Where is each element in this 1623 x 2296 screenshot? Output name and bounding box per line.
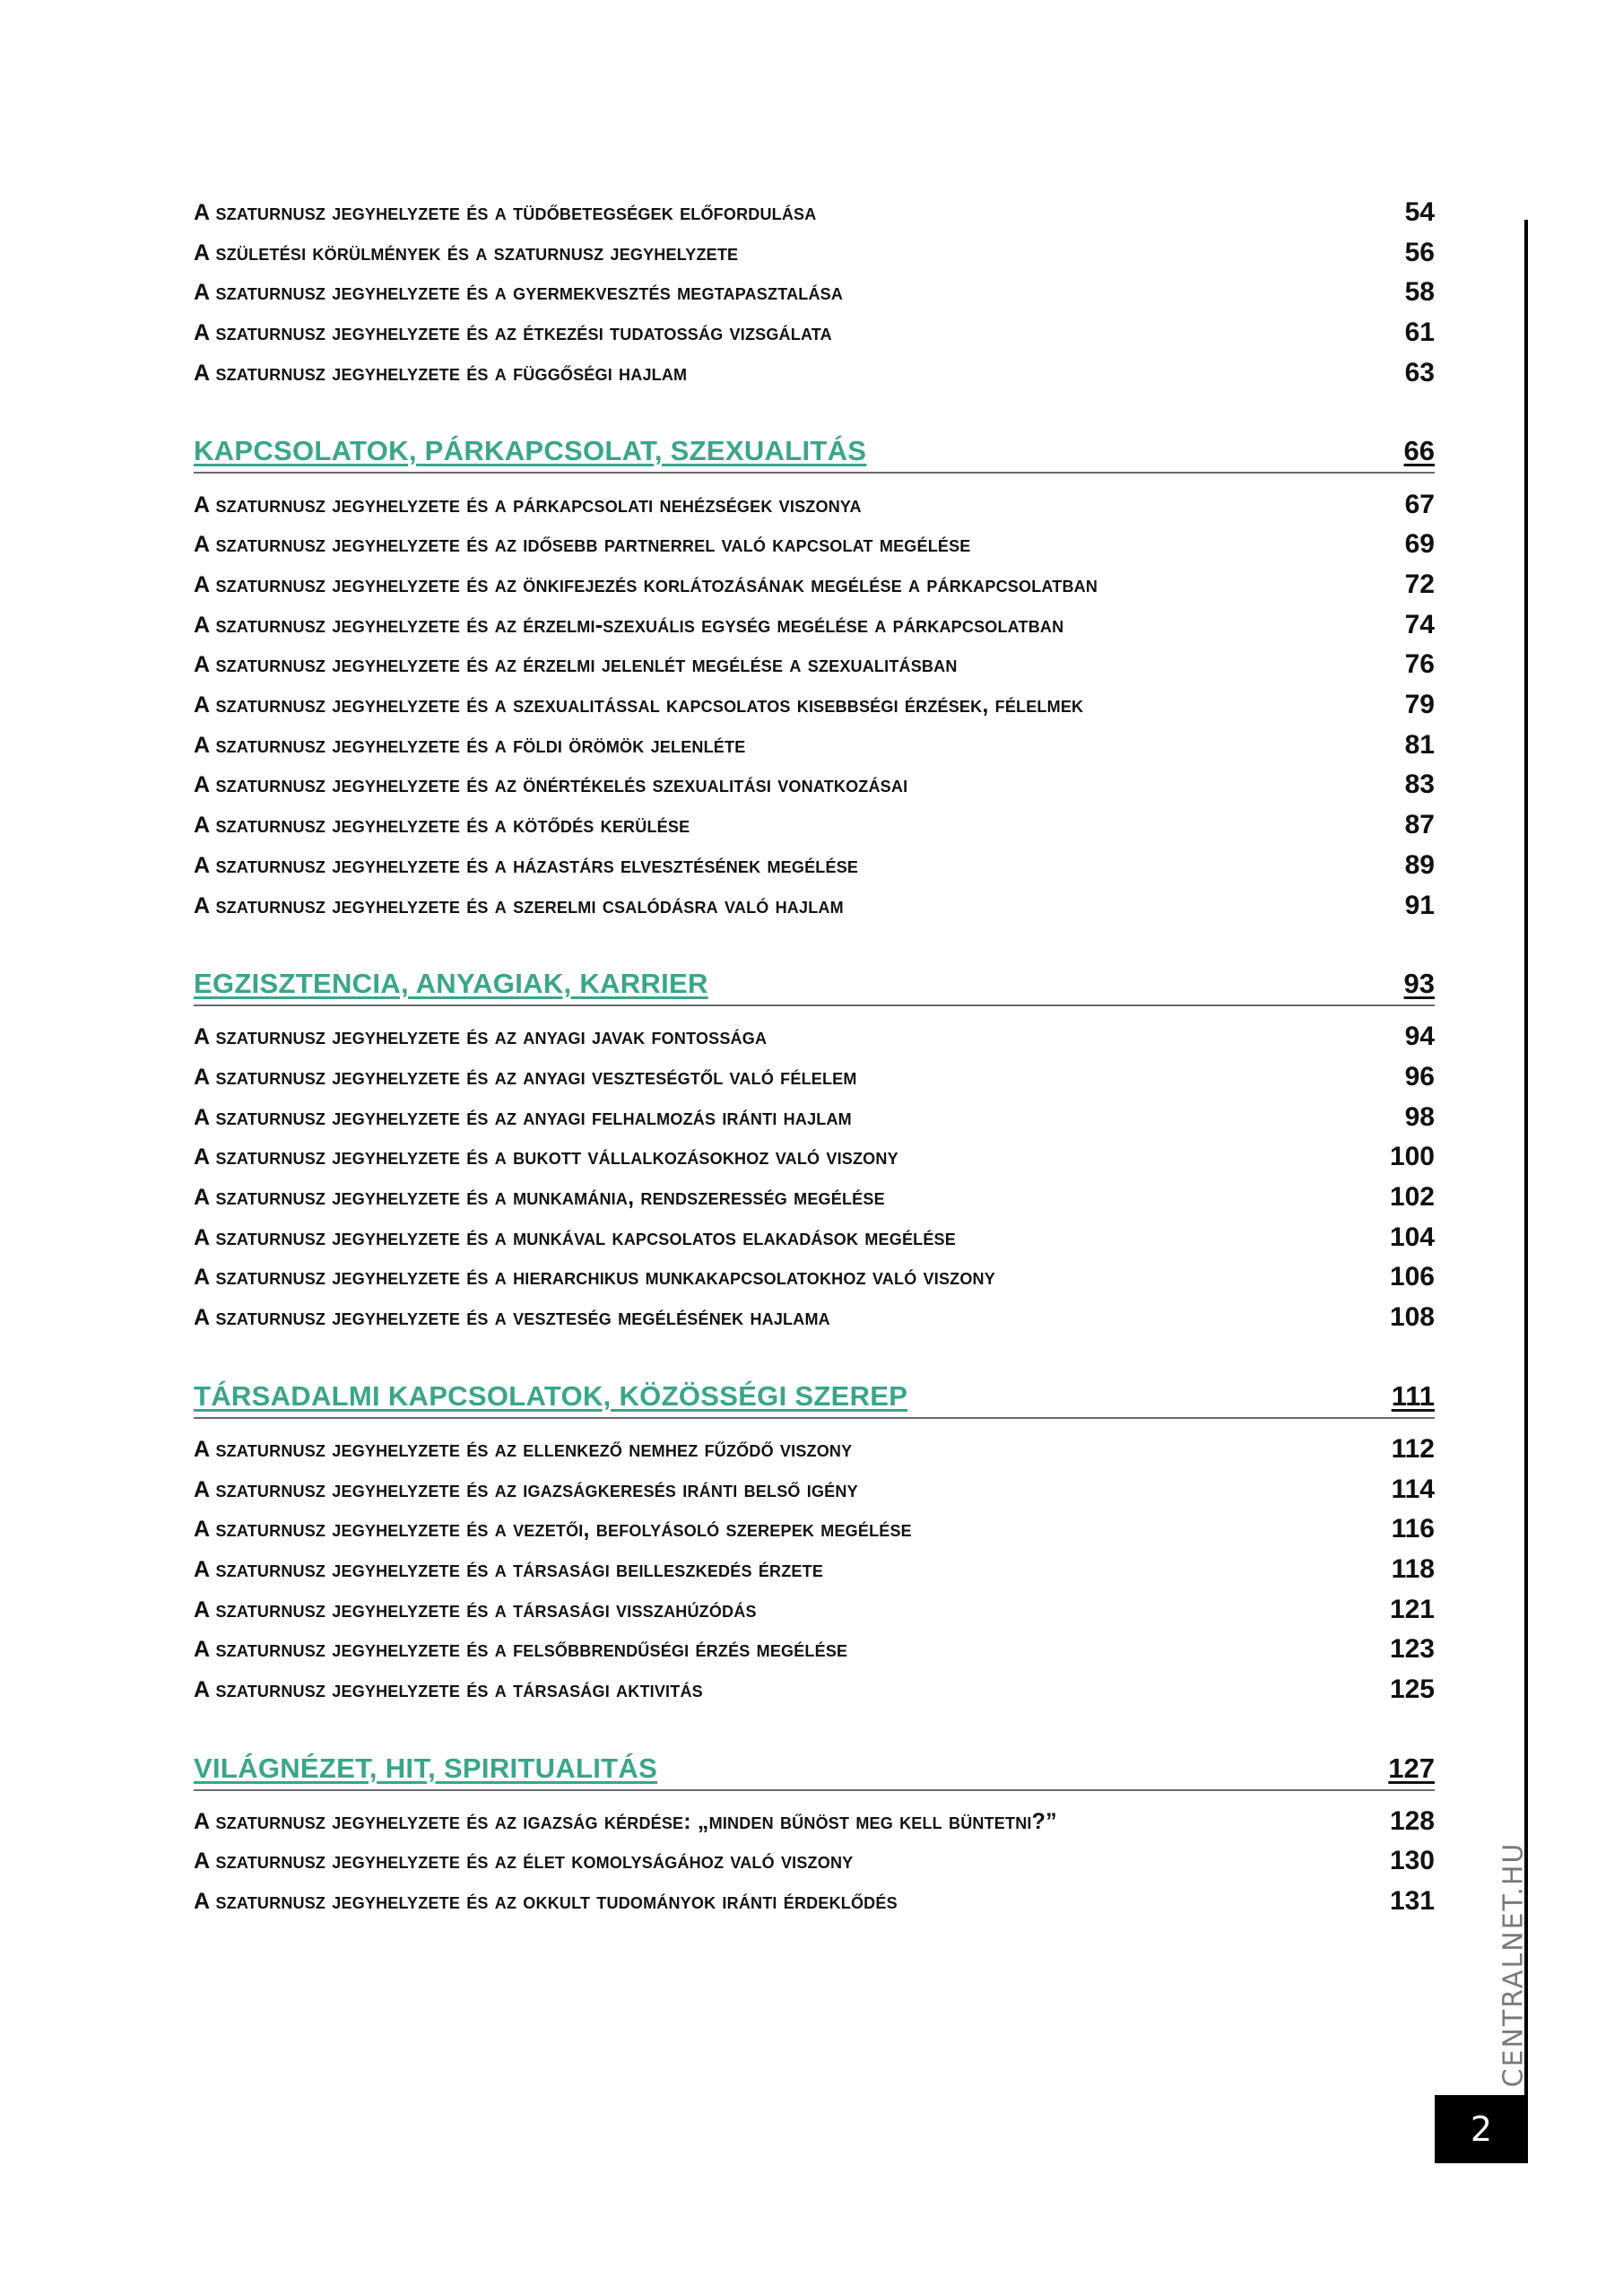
toc-entry-title: A szaturnusz jegyhelyzete és a munkamánia, rendszeresség megélése (194, 1184, 885, 1210)
toc-entry-page: 58 (1404, 277, 1435, 307)
toc-entry-title: A szaturnusz jegyhelyzete és az igazságkeresés iránti belső igény (194, 1476, 858, 1502)
toc-entry-title: A szaturnusz jegyhelyzete és az igazság kérdése: „minden bűnöst meg kell büntetni?” (194, 1808, 1057, 1834)
toc-entry-page: 100 (1389, 1142, 1435, 1171)
toc-entry-title: A szaturnusz jegyhelyzete és az anyagi veszteségtől való félelem (194, 1064, 857, 1090)
section-page-number: 127 (1388, 1752, 1435, 1784)
toc-entry[interactable] (194, 1137, 1435, 1177)
toc-entry-page: 96 (1404, 1062, 1435, 1091)
toc-entry-title: A szaturnusz jegyhelyzete és a társasági beilleszkedés érzete (194, 1556, 824, 1582)
toc-entry[interactable] (194, 1178, 1435, 1217)
toc-entry-title: A szaturnusz jegyhelyzete és a házastárs elvesztésének megélése (194, 852, 859, 878)
toc-entry-title: A szaturnusz jegyhelyzete és az önkifejezés korlátozásának megélése a párkapcsolatban (194, 571, 1098, 597)
toc-entry[interactable] (194, 1509, 1435, 1549)
toc-entry-page: 61 (1404, 317, 1435, 347)
toc-entry[interactable] (194, 353, 1435, 393)
toc-entry-title: A szaturnusz jegyhelyzete és az anyagi felhalmozás iránti hajlam (194, 1104, 852, 1130)
page-number: 2 (1470, 2109, 1493, 2149)
toc-entry-page: 56 (1404, 238, 1435, 267)
toc-entry-page: 116 (1391, 1514, 1435, 1544)
toc-entry-page: 112 (1391, 1434, 1435, 1464)
toc-entry-title: A szaturnusz jegyhelyzete és az ellenkező nemhez fűződő viszony (194, 1436, 853, 1462)
toc-entry-title: A szaturnusz jegyhelyzete és az érzelmi jelenlét megélése a szexualitásban (194, 651, 958, 677)
toc-entry[interactable] (194, 1590, 1435, 1630)
toc-entry-title: A szaturnusz jegyhelyzete és a hierarchikus munkakapcsolatokhoz való viszony (194, 1264, 995, 1290)
toc-entry[interactable] (194, 485, 1435, 525)
toc-entry[interactable] (194, 805, 1435, 845)
toc-entry-page: 123 (1389, 1634, 1435, 1664)
toc-entry-title: A szaturnusz jegyhelyzete és a vezetői, befolyásoló szerepek megélése (194, 1516, 912, 1542)
toc-entry-page: 54 (1404, 197, 1435, 227)
section-heading (194, 963, 1435, 1006)
toc-entry-title: A szaturnusz jegyhelyzete és a társasági aktivitás (194, 1676, 703, 1702)
toc-entry-title: A szaturnusz jegyhelyzete és a gyermekvesztés megtapasztalása (194, 279, 844, 305)
toc-entry-page: 131 (1389, 1886, 1435, 1916)
toc-entry-title: A szaturnusz jegyhelyzete és a veszteség megélésének hajlama (194, 1304, 830, 1330)
toc-entry-page: 121 (1389, 1595, 1435, 1624)
section-title: KAPCSOLATOK, PÁRKAPCSOLAT, SZEXUALITÁS (194, 435, 867, 466)
toc-entry[interactable] (194, 565, 1435, 604)
toc-entry[interactable] (194, 1550, 1435, 1589)
toc-entry-page: 91 (1404, 891, 1435, 920)
toc-entry[interactable] (194, 1057, 1435, 1097)
toc-entry[interactable] (194, 645, 1435, 684)
toc-entry-title: A szaturnusz jegyhelyzete és az érzelmi-szexuális egység megélése a párkapcsolatban (194, 612, 1064, 638)
toc-entry-page: 114 (1391, 1474, 1435, 1504)
section-title: VILÁGNÉZET, HIT, SPIRITUALITÁS (194, 1752, 658, 1784)
toc-entry[interactable] (194, 765, 1435, 804)
page-number-box (1435, 2095, 1528, 2163)
toc-entry[interactable] (194, 525, 1435, 564)
toc-entry-page: 108 (1389, 1302, 1435, 1332)
section-heading (194, 430, 1435, 474)
toc-entry-page: 76 (1404, 649, 1435, 679)
toc-entry-title: A szaturnusz jegyhelyzete és az étkezési tudatosság vizsgálata (194, 319, 832, 345)
toc-entry-title: A szaturnusz jegyhelyzete és a munkával kapcsolatos elakadások megélése (194, 1224, 956, 1250)
toc-entry-title: A szaturnusz jegyhelyzete és az önértékelés szexualitási vonatkozásai (194, 771, 908, 797)
toc-entry-page: 72 (1404, 570, 1435, 599)
toc-entry[interactable] (194, 1882, 1435, 1921)
toc-entry-title: A szaturnusz jegyhelyzete és a földi örömök jelenléte (194, 732, 746, 758)
toc-entry[interactable] (194, 1257, 1435, 1297)
toc-entry[interactable] (194, 886, 1435, 926)
toc-entry[interactable] (194, 726, 1435, 765)
site-label (1496, 1841, 1532, 2087)
section-heading (194, 1376, 1435, 1419)
site-label-text: CENTRALNET.HU (1497, 1841, 1530, 2087)
toc-entry-title: A születési körülmények és a szaturnusz jegyhelyzete (194, 239, 739, 265)
toc-entry-page: 118 (1391, 1554, 1435, 1584)
toc-entry-title: A szaturnusz jegyhelyzete és az anyagi javak fontossága (194, 1023, 768, 1049)
toc-entry[interactable] (194, 1218, 1435, 1257)
toc-entry[interactable] (194, 605, 1435, 645)
toc-entry-title: A szaturnusz jegyhelyzete és a szerelmi csalódásra való hajlam (194, 892, 844, 918)
toc-entry[interactable] (194, 1017, 1435, 1057)
toc-entry-page: 83 (1404, 770, 1435, 799)
toc-entry-page: 104 (1389, 1222, 1435, 1252)
toc-entry[interactable] (194, 1802, 1435, 1841)
toc-entry-page: 128 (1389, 1806, 1435, 1836)
toc-entry-title: A szaturnusz jegyhelyzete és a párkapcsolati nehézségek viszonya (194, 491, 862, 517)
side-rule (1524, 220, 1528, 2121)
toc-entry[interactable] (194, 846, 1435, 885)
toc-entry-title: A szaturnusz jegyhelyzete és a függőségi hajlam (194, 360, 688, 386)
toc-entry[interactable] (194, 313, 1435, 352)
toc-entry[interactable] (194, 1298, 1435, 1337)
toc-entry[interactable] (194, 273, 1435, 312)
toc-entry-title: A szaturnusz jegyhelyzete és a szexualitással kapcsolatos kisebbségi érzések, félelmek (194, 691, 1084, 718)
toc-entry[interactable] (194, 1841, 1435, 1881)
section-page-number: 93 (1403, 968, 1435, 999)
toc-entry-title: A szaturnusz jegyhelyzete és a bukott vállalkozásokhoz való viszony (194, 1144, 898, 1170)
toc-entry-page: 69 (1404, 529, 1435, 559)
toc-entry-title: A szaturnusz jegyhelyzete és a társasági visszahúzódás (194, 1596, 757, 1622)
toc-entry[interactable] (194, 1630, 1435, 1669)
section-page-number: 66 (1403, 435, 1435, 466)
toc-entry-title: A szaturnusz jegyhelyzete és az élet komolyságához való viszony (194, 1848, 854, 1874)
toc-entry-title: A szaturnusz jegyhelyzete és a tüdőbetegségek előfordulása (194, 199, 817, 225)
toc-entry[interactable] (194, 685, 1435, 725)
toc-entry-page: 74 (1404, 610, 1435, 639)
toc-entry-page: 94 (1404, 1022, 1435, 1051)
toc-entry-page: 102 (1389, 1182, 1435, 1212)
toc-entry-page: 87 (1404, 810, 1435, 839)
toc-entry-page: 89 (1404, 850, 1435, 880)
toc-entry[interactable] (194, 1430, 1435, 1469)
toc-entry[interactable] (194, 1098, 1435, 1137)
toc-entry-page: 98 (1404, 1102, 1435, 1132)
toc-entry-page: 130 (1389, 1846, 1435, 1875)
toc-entry-title: A szaturnusz jegyhelyzete és az okkult tudományok iránti érdeklődés (194, 1888, 898, 1914)
toc-entry-page: 79 (1404, 690, 1435, 719)
toc-entry[interactable] (194, 233, 1435, 273)
toc-entry[interactable] (194, 1670, 1435, 1709)
section-heading (194, 1748, 1435, 1791)
toc-entry-title: A szaturnusz jegyhelyzete és a kötődés kerülése (194, 812, 690, 838)
toc-entry-page: 63 (1404, 358, 1435, 387)
toc-entry-page: 106 (1389, 1262, 1435, 1292)
toc-entry-page: 67 (1404, 490, 1435, 519)
toc-entry-page: 125 (1389, 1674, 1435, 1704)
section-page-number: 111 (1391, 1380, 1435, 1412)
section-title: EGZISZTENCIA, ANYAGIAK, KARRIER (194, 968, 708, 999)
toc-entry-title: A szaturnusz jegyhelyzete és a felsőbbrendűségi érzés megélése (194, 1636, 848, 1662)
toc-entry-page: 81 (1404, 730, 1435, 760)
toc-entry[interactable] (194, 1470, 1435, 1509)
toc-entry-title: A szaturnusz jegyhelyzete és az idősebb partnerrel való kapcsolat megélése (194, 531, 971, 557)
section-title: TÁRSADALMI KAPCSOLATOK, KÖZÖSSÉGI SZEREP (194, 1380, 908, 1412)
toc-entry[interactable] (194, 193, 1435, 232)
